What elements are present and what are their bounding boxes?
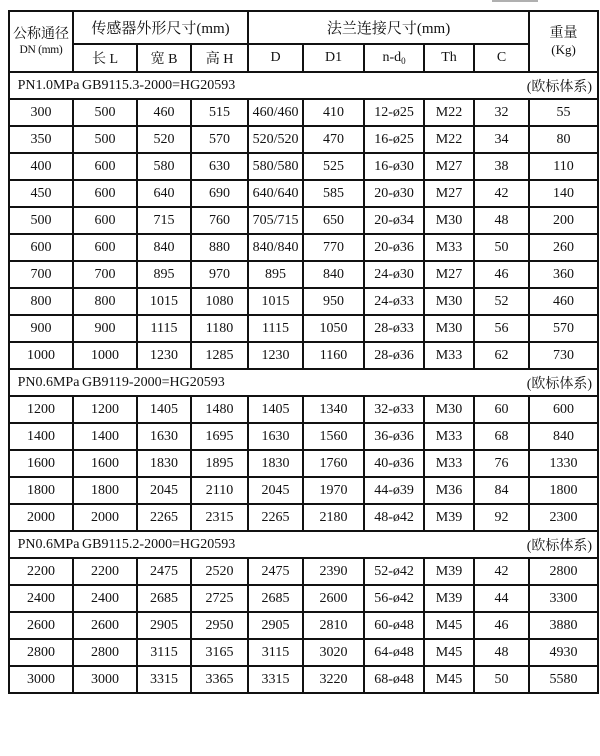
table-cell: 2400	[73, 585, 137, 612]
table-cell: 2045	[248, 477, 303, 504]
table-cell: 1400	[73, 423, 137, 450]
table-cell: 1230	[137, 342, 191, 369]
table-cell: 1115	[248, 315, 303, 342]
table-cell: 600	[9, 234, 73, 261]
column-header-ndo-subscript: 0	[401, 56, 406, 66]
table-cell: 3315	[248, 666, 303, 693]
table-cell: 3115	[248, 639, 303, 666]
cropped-artifact-line	[492, 0, 538, 2]
column-header-th: Th	[424, 44, 474, 72]
table-cell: 260	[529, 234, 598, 261]
table-cell: 570	[529, 315, 598, 342]
table-cell: 2600	[9, 612, 73, 639]
table-cell: 570	[191, 126, 248, 153]
table-cell: 460	[529, 288, 598, 315]
system-label: (欧标体系)	[526, 79, 593, 95]
table-cell: 110	[529, 153, 598, 180]
table-cell: 1400	[9, 423, 73, 450]
table-cell: 715	[137, 207, 191, 234]
table-row	[9, 450, 598, 477]
table-cell: 84	[474, 477, 529, 504]
table-cell: 600	[529, 396, 598, 423]
flange-spec-table	[8, 10, 599, 694]
table-cell: 68-ø48	[364, 666, 424, 693]
table-cell: 2265	[137, 504, 191, 531]
table-header	[9, 11, 598, 72]
table-cell: 525	[303, 153, 364, 180]
table-cell: 3315	[137, 666, 191, 693]
table-row	[9, 477, 598, 504]
table-cell: 1340	[303, 396, 364, 423]
table-cell: 1160	[303, 342, 364, 369]
table-cell: 1200	[9, 396, 73, 423]
column-header-d1: D1	[303, 44, 364, 72]
table-cell: 800	[73, 288, 137, 315]
table-cell: M30	[424, 315, 474, 342]
table-cell: 1405	[248, 396, 303, 423]
table-cell: 16-ø25	[364, 126, 424, 153]
table-cell: 50	[474, 234, 529, 261]
table-cell: 1115	[137, 315, 191, 342]
table-cell: M30	[424, 207, 474, 234]
table-cell: 1230	[248, 342, 303, 369]
table-cell: 1630	[137, 423, 191, 450]
table-row	[9, 261, 598, 288]
section-header-cell	[9, 72, 598, 99]
column-header-length: 长 L	[73, 44, 137, 72]
table-cell: 895	[248, 261, 303, 288]
column-header-weight-line1: 重量	[549, 26, 578, 41]
table-cell: 500	[73, 99, 137, 126]
table-cell: 2400	[9, 585, 73, 612]
table-cell: 4930	[529, 639, 598, 666]
column-header-c: C	[474, 44, 529, 72]
table-cell: 1895	[191, 450, 248, 477]
table-cell: 50	[474, 666, 529, 693]
table-row	[9, 207, 598, 234]
table-row	[9, 612, 598, 639]
table-row	[9, 504, 598, 531]
table-cell: 900	[9, 315, 73, 342]
table-cell: 2725	[191, 585, 248, 612]
column-group-sensor-dimensions: 传感器外形尺寸(mm)	[73, 11, 248, 44]
table-cell: 2265	[248, 504, 303, 531]
table-cell: 1830	[248, 450, 303, 477]
pressure-rating-label: PN0.6MPa	[17, 536, 80, 552]
table-row	[9, 153, 598, 180]
table-cell: 600	[73, 180, 137, 207]
table-row	[9, 315, 598, 342]
table-cell: 840	[529, 423, 598, 450]
standard-label: GB9115.2-2000=HG20593	[82, 536, 236, 552]
table-row	[9, 288, 598, 315]
table-cell: 690	[191, 180, 248, 207]
table-cell: 895	[137, 261, 191, 288]
table-body	[9, 72, 598, 693]
table-cell: 3365	[191, 666, 248, 693]
table-cell: 840	[137, 234, 191, 261]
section-header-row	[9, 369, 598, 396]
table-cell: 1630	[248, 423, 303, 450]
table-cell: 580	[137, 153, 191, 180]
table-cell: 2905	[137, 612, 191, 639]
table-cell: 48	[474, 207, 529, 234]
table-cell: 1000	[9, 342, 73, 369]
table-cell: 1970	[303, 477, 364, 504]
table-cell: 1180	[191, 315, 248, 342]
table-row	[9, 666, 598, 693]
table-cell: 46	[474, 612, 529, 639]
table-cell: 1800	[73, 477, 137, 504]
section-header-row	[9, 531, 598, 558]
table-cell: 1285	[191, 342, 248, 369]
table-cell: 68	[474, 423, 529, 450]
table-cell: 2800	[9, 639, 73, 666]
table-cell: 42	[474, 180, 529, 207]
column-header-ndo-prefix: n-d	[382, 50, 402, 65]
table-cell: 600	[73, 207, 137, 234]
table-cell: 350	[9, 126, 73, 153]
table-cell: 580/580	[248, 153, 303, 180]
table-cell: 950	[303, 288, 364, 315]
section-header-cell	[9, 369, 598, 396]
table-cell: 1000	[73, 342, 137, 369]
table-cell: 800	[9, 288, 73, 315]
table-cell: 2800	[529, 558, 598, 585]
table-cell: 76	[474, 450, 529, 477]
column-header-dn-line2: DN (mm)	[19, 44, 63, 56]
table-cell: 5580	[529, 666, 598, 693]
table-cell: 3000	[9, 666, 73, 693]
table-cell: 1695	[191, 423, 248, 450]
table-cell: 200	[529, 207, 598, 234]
table-cell: 2315	[191, 504, 248, 531]
table-cell: 52-ø42	[364, 558, 424, 585]
table-cell: 300	[9, 99, 73, 126]
table-cell: 56-ø42	[364, 585, 424, 612]
table-cell: M45	[424, 639, 474, 666]
table-cell: 28-ø33	[364, 315, 424, 342]
table-cell: 650	[303, 207, 364, 234]
table-cell: 2520	[191, 558, 248, 585]
table-cell: 640/640	[248, 180, 303, 207]
table-cell: 2475	[248, 558, 303, 585]
table-cell: 500	[9, 207, 73, 234]
table-cell: 1015	[248, 288, 303, 315]
table-cell: 900	[73, 315, 137, 342]
pressure-rating-label: PN0.6MPa	[17, 374, 80, 390]
table-cell: 640	[137, 180, 191, 207]
table-cell: 2000	[9, 504, 73, 531]
column-header-dn-line1: 公称通径	[13, 27, 69, 42]
table-cell: 3020	[303, 639, 364, 666]
table-cell: 48-ø42	[364, 504, 424, 531]
table-cell: 730	[529, 342, 598, 369]
table-cell: 2600	[73, 612, 137, 639]
table-cell: 1200	[73, 396, 137, 423]
system-label: (欧标体系)	[526, 376, 593, 392]
table-row	[9, 639, 598, 666]
table-cell: 64-ø48	[364, 639, 424, 666]
table-cell: 80	[529, 126, 598, 153]
table-cell: 2800	[73, 639, 137, 666]
table-cell: 24-ø33	[364, 288, 424, 315]
table-cell: 1560	[303, 423, 364, 450]
table-cell: 62	[474, 342, 529, 369]
table-cell: 1800	[9, 477, 73, 504]
table-row	[9, 558, 598, 585]
column-header-dn	[9, 11, 73, 72]
table-cell: 2300	[529, 504, 598, 531]
table-cell: 460	[137, 99, 191, 126]
table-cell: 1405	[137, 396, 191, 423]
table-cell: M39	[424, 504, 474, 531]
table-cell: 2200	[9, 558, 73, 585]
table-cell: 20-ø36	[364, 234, 424, 261]
section-header-row	[9, 72, 598, 99]
table-cell: 46	[474, 261, 529, 288]
table-cell: 3165	[191, 639, 248, 666]
table-cell: 2390	[303, 558, 364, 585]
table-cell: 360	[529, 261, 598, 288]
table-row	[9, 126, 598, 153]
table-cell: 970	[191, 261, 248, 288]
table-cell: 32	[474, 99, 529, 126]
table-cell: 92	[474, 504, 529, 531]
table-cell: 20-ø34	[364, 207, 424, 234]
table-row	[9, 423, 598, 450]
table-cell: 2180	[303, 504, 364, 531]
table-cell: 2045	[137, 477, 191, 504]
table-cell: 2810	[303, 612, 364, 639]
system-label: (欧标体系)	[526, 538, 593, 554]
table-cell: 16-ø30	[364, 153, 424, 180]
table-cell: 1760	[303, 450, 364, 477]
table-cell: M45	[424, 666, 474, 693]
table-cell: 1330	[529, 450, 598, 477]
column-header-d: D	[248, 44, 303, 72]
table-cell: 20-ø30	[364, 180, 424, 207]
table-cell: 585	[303, 180, 364, 207]
table-cell: 1015	[137, 288, 191, 315]
table-cell: 880	[191, 234, 248, 261]
table-cell: 700	[73, 261, 137, 288]
table-cell: 520/520	[248, 126, 303, 153]
pressure-rating-label: PN1.0MPa	[17, 77, 80, 93]
table-cell: 44	[474, 585, 529, 612]
table-cell: 520	[137, 126, 191, 153]
table-cell: 400	[9, 153, 73, 180]
table-row	[9, 180, 598, 207]
table-cell: 600	[73, 234, 137, 261]
table-cell: 450	[9, 180, 73, 207]
table-cell: 34	[474, 126, 529, 153]
table-cell: 3300	[529, 585, 598, 612]
table-cell: 2950	[191, 612, 248, 639]
table-cell: M27	[424, 261, 474, 288]
table-cell: 36-ø36	[364, 423, 424, 450]
table-row	[9, 234, 598, 261]
table-cell: 1830	[137, 450, 191, 477]
table-cell: M30	[424, 396, 474, 423]
column-header-ndo	[364, 44, 424, 72]
table-cell: M39	[424, 585, 474, 612]
standard-label: GB9115.3-2000=HG20593	[82, 77, 236, 93]
table-cell: 470	[303, 126, 364, 153]
table-cell: M33	[424, 234, 474, 261]
table-cell: 48	[474, 639, 529, 666]
table-cell: 52	[474, 288, 529, 315]
table-cell: 3220	[303, 666, 364, 693]
table-cell: 24-ø30	[364, 261, 424, 288]
table-cell: 28-ø36	[364, 342, 424, 369]
table-cell: 3115	[137, 639, 191, 666]
table-cell: 1600	[9, 450, 73, 477]
table-cell: 40-ø36	[364, 450, 424, 477]
table-cell: 1080	[191, 288, 248, 315]
column-header-weight	[529, 11, 598, 72]
table-cell: M22	[424, 99, 474, 126]
table-cell: 55	[529, 99, 598, 126]
table-cell: 630	[191, 153, 248, 180]
table-cell: 140	[529, 180, 598, 207]
column-group-flange-dimensions: 法兰连接尺寸(mm)	[248, 11, 529, 44]
table-cell: M33	[424, 423, 474, 450]
table-cell: M45	[424, 612, 474, 639]
table-cell: M33	[424, 342, 474, 369]
table-cell: 12-ø25	[364, 99, 424, 126]
table-row	[9, 342, 598, 369]
table-cell: 1800	[529, 477, 598, 504]
table-cell: M36	[424, 477, 474, 504]
table-cell: 3000	[73, 666, 137, 693]
table-cell: 1600	[73, 450, 137, 477]
table-cell: 840	[303, 261, 364, 288]
column-header-width: 宽 B	[137, 44, 191, 72]
table-cell: 56	[474, 315, 529, 342]
table-cell: 840/840	[248, 234, 303, 261]
table-cell: 42	[474, 558, 529, 585]
table-cell: 38	[474, 153, 529, 180]
table-cell: 2110	[191, 477, 248, 504]
table-cell: M30	[424, 288, 474, 315]
table-cell: M33	[424, 450, 474, 477]
table-cell: M27	[424, 180, 474, 207]
table-cell: 60	[474, 396, 529, 423]
table-row	[9, 396, 598, 423]
table-row	[9, 585, 598, 612]
column-header-weight-line2: (Kg)	[551, 42, 576, 57]
table-cell: 515	[191, 99, 248, 126]
table-cell: 460/460	[248, 99, 303, 126]
table-cell: 2905	[248, 612, 303, 639]
table-cell: 600	[73, 153, 137, 180]
table-cell: 2475	[137, 558, 191, 585]
table-cell: 2000	[73, 504, 137, 531]
table-cell: 2600	[303, 585, 364, 612]
table-row	[9, 99, 598, 126]
table-cell: 2685	[248, 585, 303, 612]
table-cell: 3880	[529, 612, 598, 639]
table-cell: 44-ø39	[364, 477, 424, 504]
table-cell: 700	[9, 261, 73, 288]
table-cell: 770	[303, 234, 364, 261]
column-header-height: 高 H	[191, 44, 248, 72]
table-cell: M39	[424, 558, 474, 585]
standard-label: GB9119-2000=HG20593	[82, 374, 225, 390]
table-cell: 2200	[73, 558, 137, 585]
table-cell: 1480	[191, 396, 248, 423]
table-cell: 705/715	[248, 207, 303, 234]
table-cell: 500	[73, 126, 137, 153]
table-cell: 2685	[137, 585, 191, 612]
table-cell: M22	[424, 126, 474, 153]
table-cell: 1050	[303, 315, 364, 342]
table-cell: 60-ø48	[364, 612, 424, 639]
section-header-cell	[9, 531, 598, 558]
table-cell: 760	[191, 207, 248, 234]
table-cell: 410	[303, 99, 364, 126]
table-cell: 32-ø33	[364, 396, 424, 423]
table-cell: M27	[424, 153, 474, 180]
